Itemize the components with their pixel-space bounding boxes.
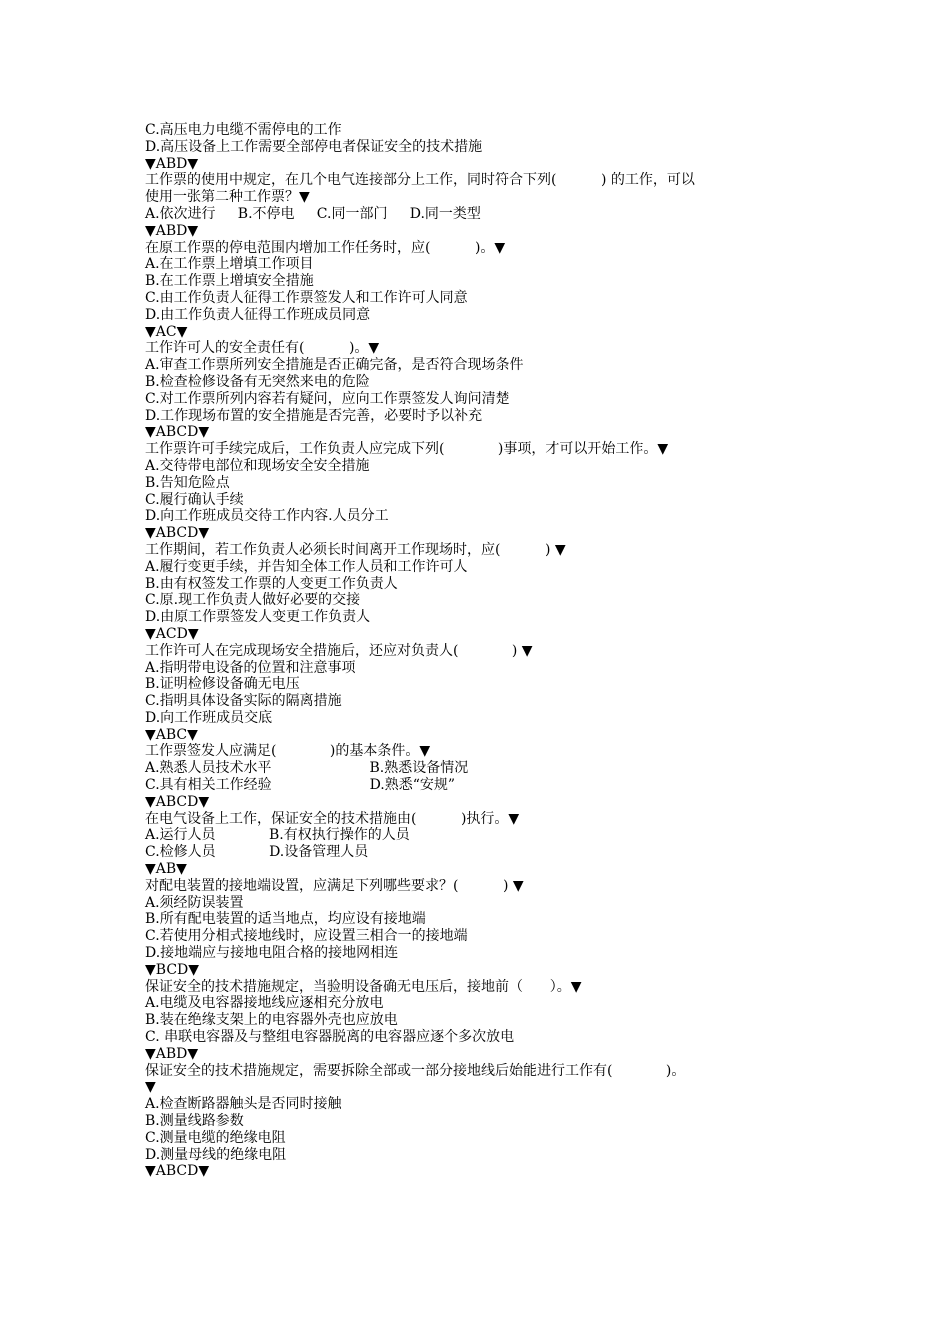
question-text: 使用一张第二种工作票？▼ bbox=[145, 189, 310, 206]
option-line: A.交待带电部位和现场安全安全措施 bbox=[145, 457, 370, 474]
answer-key: ▼AC▼ bbox=[145, 323, 188, 340]
answer-key: ▼ABCD▼ bbox=[145, 424, 210, 441]
answer-key: ▼ABCD▼ bbox=[145, 525, 210, 542]
question-text: 工作许可人的安全责任有( )。▼ bbox=[145, 340, 380, 357]
option-line: B.检查检修设备有无突然来电的危险 bbox=[145, 373, 370, 390]
option-line: D.工作现场布置的安全措施是否完善，必要时予以补充 bbox=[145, 407, 483, 424]
option-line: D.由原工作票签发人变更工作负责人 bbox=[145, 609, 371, 626]
option-line: B.告知危险点 bbox=[145, 474, 230, 491]
option-line: C.对工作票所列内容若有疑问，应向工作票签发人询问清楚 bbox=[145, 390, 510, 407]
answer-key: ▼ABD▼ bbox=[145, 222, 199, 239]
answer-key: ▼ABCD▼ bbox=[145, 1163, 210, 1180]
option-line: A.须经防误装置 bbox=[145, 894, 244, 911]
option-line: C.履行确认手续 bbox=[145, 491, 244, 508]
question-text: 工作票的使用中规定，在几个电气连接部分上工作，同时符合下列( ) 的工作，可以 bbox=[145, 172, 695, 189]
question-text: 工作票签发人应满足( )的基本条件。▼ bbox=[145, 743, 431, 760]
answer-key: ▼ABC▼ bbox=[145, 726, 198, 743]
option-line: B.证明检修设备确无电压 bbox=[145, 676, 300, 693]
option-line: D.测量母线的绝缘电阻 bbox=[145, 1146, 287, 1163]
option-line: A.依次进行 B.不停电 C.同一部门 D.同一类型 bbox=[145, 205, 481, 222]
option-line: D.向工作班成员交底 bbox=[145, 709, 273, 726]
answer-key: ▼ABD▼ bbox=[145, 155, 199, 172]
option-line: D.接地端应与接地电阻合格的接地网相连 bbox=[145, 945, 399, 962]
question-text: ▼ bbox=[145, 1079, 156, 1096]
option-line: C.指明具体设备实际的隔离措施 bbox=[145, 693, 342, 710]
question-text: 在原工作票的停电范围内增加工作任务时，应( )。▼ bbox=[145, 239, 506, 256]
answer-key: ▼AB▼ bbox=[145, 861, 187, 878]
option-line: C.检修人员 D.设备管理人员 bbox=[145, 844, 369, 861]
option-line: A.电缆及电容器接地线应逐相充分放电 bbox=[145, 995, 384, 1012]
answer-key: ▼ACD▼ bbox=[145, 625, 199, 642]
option-line: C.由工作负责人征得工作票签发人和工作许可人同意 bbox=[145, 289, 468, 306]
text-line: C.高压电力电缆不需停电的工作 bbox=[145, 122, 342, 138]
question-text: 保证安全的技术措施规定，当验明设备确无电压后，接地前（ ）。▼ bbox=[145, 978, 582, 995]
option-line: A.指明带电设备的位置和注意事项 bbox=[145, 659, 356, 676]
question-text: 工作期间，若工作负责人必须长时间离开工作现场时，应( ) ▼ bbox=[145, 541, 566, 558]
option-line: B.在工作票上增填安全措施 bbox=[145, 273, 314, 290]
option-line: B.测量线路参数 bbox=[145, 1113, 244, 1130]
option-line: C.原.现工作负责人做好必要的交接 bbox=[145, 592, 361, 609]
option-line: D.向工作班成员交待工作内容.人员分工 bbox=[145, 508, 389, 525]
option-line: A.审查工作票所列安全措施是否正确完备，是否符合现场条件 bbox=[145, 357, 524, 374]
answer-key: ▼BCD▼ bbox=[145, 961, 200, 978]
question-text: 对配电装置的接地端设置，应满足下列哪些要求？( ) ▼ bbox=[145, 877, 524, 894]
option-line: C.若使用分相式接地线时，应设置三相合一的接地端 bbox=[145, 928, 468, 945]
option-line: A.履行变更手续，并告知全体工作人员和工作许可人 bbox=[145, 558, 468, 575]
option-line: C.具有相关工作经验 D.熟悉“安规” bbox=[145, 777, 456, 794]
option-line: A.在工作票上增填工作项目 bbox=[145, 256, 314, 273]
option-line: B.所有配电装置的适当地点，均应设有接地端 bbox=[145, 911, 426, 928]
answer-key: ▼ABCD▼ bbox=[145, 793, 210, 810]
question-text: 保证安全的技术措施规定，需要拆除全部或一部分接地线后始能进行工作有( )。 bbox=[145, 1062, 686, 1079]
question-text: 在电气设备上工作，保证安全的技术措施由( )执行。▼ bbox=[145, 810, 520, 827]
option-line: B.装在绝缘支架上的电容器外壳也应放电 bbox=[145, 1012, 398, 1029]
option-line: A.熟悉人员技术水平 B.熟悉设备情况 bbox=[145, 760, 469, 777]
option-line: C. 串联电容器及与整组电容器脱离的电容器应逐个多次放电 bbox=[145, 1029, 515, 1046]
question-text: 工作许可人在完成现场安全措施后，还应对负责人( ) ▼ bbox=[145, 642, 533, 659]
option-line: A.检查断路器触头是否同时接触 bbox=[145, 1096, 342, 1113]
option-line: A.运行人员 B.有权执行操作的人员 bbox=[145, 827, 410, 844]
text-line: D.高压设备上工作需要全部停电者保证安全的技术措施 bbox=[145, 138, 483, 155]
option-line: D.由工作负责人征得工作班成员同意 bbox=[145, 306, 371, 323]
question-text: 工作票许可手续完成后，工作负责人应完成下列( )事项，才可以开始工作。▼ bbox=[145, 441, 669, 458]
answer-key: ▼ABD▼ bbox=[145, 1045, 199, 1062]
question-list bbox=[145, 122, 815, 1180]
option-line: B.由有权签发工作票的人变更工作负责人 bbox=[145, 575, 398, 592]
option-line: C.测量电缆的绝缘电阻 bbox=[145, 1129, 286, 1146]
